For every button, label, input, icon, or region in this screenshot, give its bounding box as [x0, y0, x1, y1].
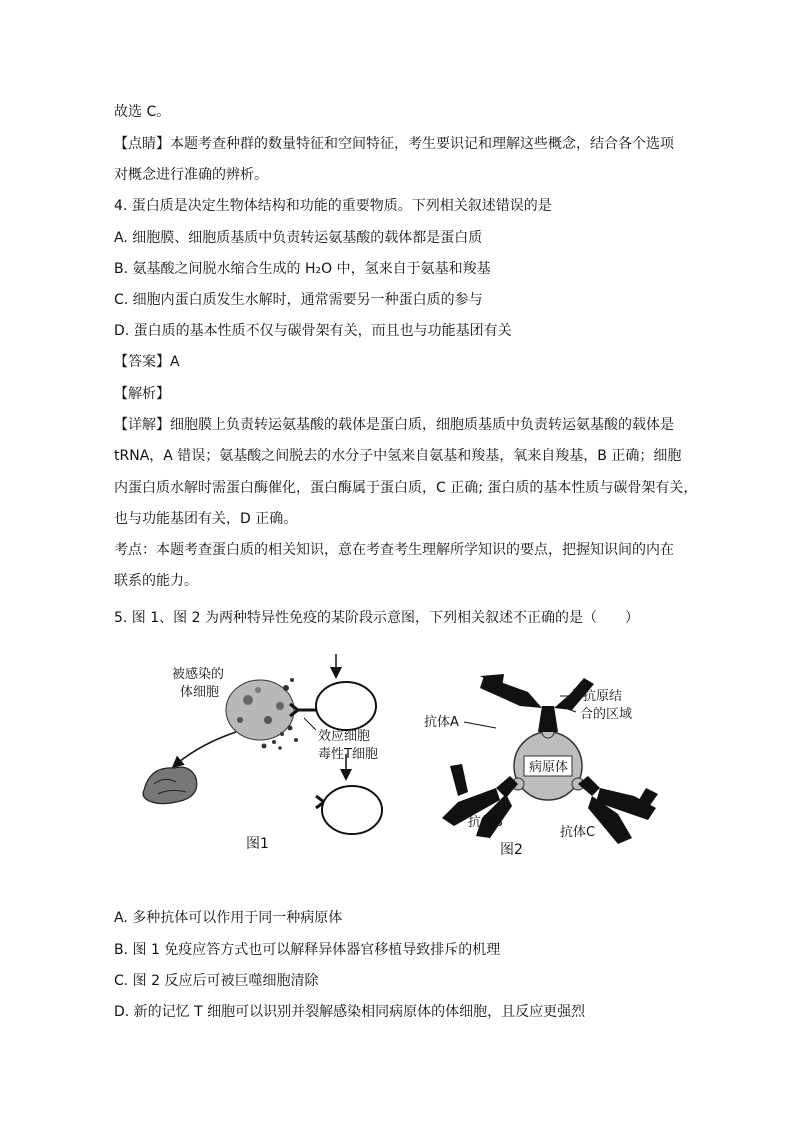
tcell-label-1: 效应细胞 — [318, 729, 371, 744]
infected-cell-label-2: 体细胞 — [180, 685, 220, 700]
question-5-option-c: C. 图 2 反应后可被巨噬细胞清除 — [114, 973, 319, 989]
question-4-option-b: B. 氨基酸之间脱水缩合生成的 H₂O 中，氢来自于氨基和羧基 — [114, 261, 491, 277]
pathogen-label: 病原体 — [529, 760, 569, 775]
label-pointer-line — [304, 718, 316, 730]
antibody-a-label: 抗体A — [424, 715, 459, 730]
question-4-option-d: D. 蛋白质的基本性质不仅与碳骨架有关，而且也与功能基团有关 — [114, 323, 512, 339]
arrow-to-lysed-icon — [174, 732, 236, 766]
infected-cell-icon — [226, 678, 294, 740]
detail-line-3: 内蛋白质水解时需蛋白酶催化，蛋白酶属于蛋白质，C 正确; 蛋白质的基本性质与碳骨架有关， — [114, 480, 698, 496]
kaodian-line-1: 考点：本题考查蛋白质的相关知识，意在考查考生理解所学知识的要点，把握知识间的内在 — [114, 542, 674, 558]
detail-line-1: 【详解】细胞膜上负责转运氨基酸的载体是蛋白质，细胞质基质中负责转运氨基酸的载体是 — [114, 417, 674, 433]
question-5-option-b: B. 图 1 免疫应答方式也可以解释异体器官移植导致排斥的机理 — [114, 942, 501, 958]
tcell-label-2: 毒性T细胞 — [318, 747, 378, 762]
answer-label: 【答案】A — [114, 354, 180, 370]
analysis-label: 【解析】 — [114, 386, 170, 402]
infected-cell-label-1: 被感染的 — [172, 667, 225, 682]
question-5-stem: 5. 图 1、图 2 为两种特异性免疫的某阶段示意图，下列相关叙述不正确的是（ ） — [114, 610, 639, 626]
figure-1-caption: 图1 — [246, 836, 269, 852]
question-4-option-a: A. 细胞膜、细胞质基质中负责转运氨基酸的载体都是蛋白质 — [114, 230, 483, 246]
antibody-c-label: 抗体C — [560, 825, 596, 840]
text-line-2: 【点睛】本题考查种群的数量特征和空间特征，考生要识记和理解这些概念，结合各个选项 — [114, 136, 674, 152]
text-line-3: 对概念进行准确的辨析。 — [114, 167, 268, 183]
memory-t-cell-icon — [322, 786, 382, 834]
immune-figure — [140, 648, 680, 868]
binding-region-label-1: 与抗原结 — [570, 689, 623, 704]
question-5-option-a: A. 多种抗体可以作用于同一种病原体 — [114, 910, 343, 926]
antibody-b-label: 抗体B — [468, 815, 503, 830]
figure-2-caption: 图2 — [500, 842, 523, 858]
cytotoxic-t-cell-icon — [316, 682, 376, 730]
kaodian-line-2: 联系的能力。 — [114, 573, 198, 589]
lysed-cell-icon — [143, 767, 197, 803]
question-5-option-d: D. 新的记忆 T 细胞可以识别并裂解感染相同病原体的体细胞，且反应更强烈 — [114, 1004, 586, 1020]
question-4-stem: 4. 蛋白质是决定生物体结构和功能的重要物质。下列相关叙述错误的是 — [114, 198, 552, 214]
question-4-option-c: C. 细胞内蛋白质发生水解时，通常需要另一种蛋白质的参与 — [114, 292, 483, 308]
binding-region-label-2: 合的区域 — [580, 707, 633, 722]
detail-line-2: tRNA，A 错误；氨基酸之间脱去的水分子中氢来自氨基和羧基，氧来自羧基，B 正确；细胞 — [114, 448, 682, 464]
detail-line-4: 也与功能基团有关，D 正确。 — [114, 511, 298, 527]
text-line-1: 故选 C。 — [114, 104, 171, 120]
